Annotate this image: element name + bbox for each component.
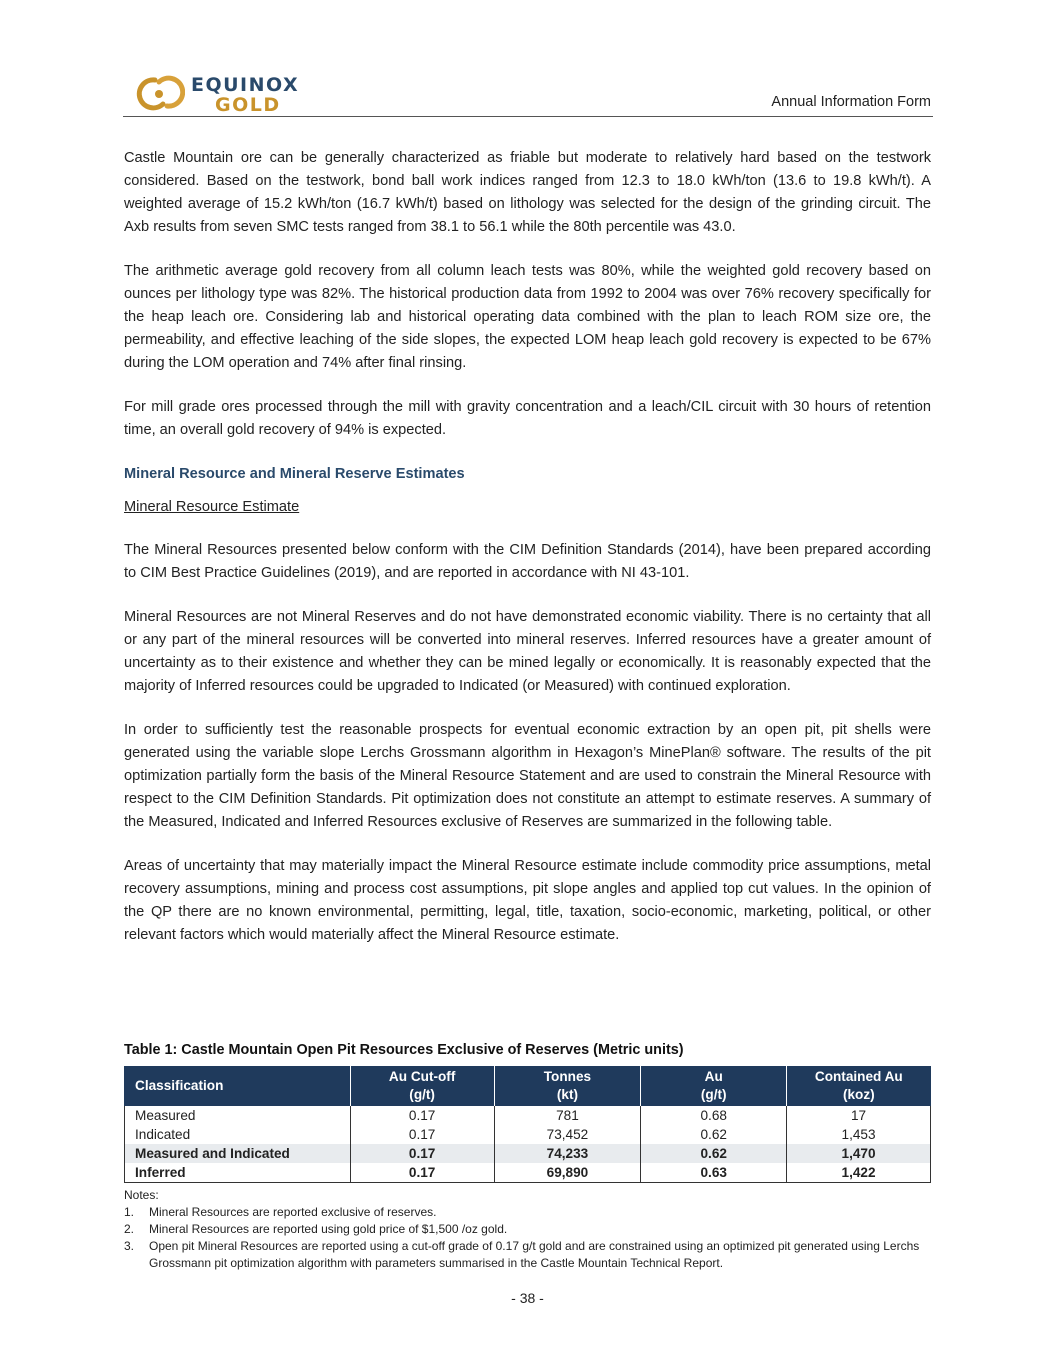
logo-wordmark-gold: GOLD [215, 94, 281, 116]
paragraph-pit-optimization: In order to sufficiently test the reasonable prospects for eventual economic extraction by an open pit, pit shells were generated using the variable slope Lerchs Grossmann algorithm in Hexagon’s MinePlan® software. The results of the pit optimization partially form the basis of the Mineral Resource Statement and are used to constrain the Mineral Resource with respect to the CIM Definition Standards. Pit optimization does not constitute an attempt to estimate reserves. A summary of the Measured, Indicated and Inferred Resources exclusive of Reserves are summarized in the following table. [124, 722, 931, 830]
document-title: Annual Information Form [771, 94, 931, 110]
note-item: 3. Open pit Mineral Resources are reported using a cut-off grade of 0.17 g/t gold and are constrained using an optimized pit generated using Lerchs Grossmann pit optimization algorithm with parameters summarised in the Castle Mountain Technical Report. [124, 1239, 920, 1270]
table-cell: Inferred [125, 1163, 351, 1183]
table-cell: 17 [787, 1106, 931, 1125]
table-cell: 0.62 [641, 1144, 787, 1163]
table-cell: 0.68 [641, 1106, 787, 1125]
notes-title: Notes: [124, 1188, 159, 1202]
table-cell: 0.62 [641, 1125, 787, 1144]
table-row [125, 1144, 931, 1163]
paragraph-gold-recovery: The arithmetic average gold recovery from all column leach tests was 80%, while the weighted gold recovery based on ounces per lithology type was 82%. The historical production data from 1992 to 2004 was over 76% recovery specifically for the heap leach ore. Considering lab and historical operating data combined with the plan to leach ROM size ore, the permeability, and effective leaching of the side slopes, the expected LOM heap leach gold recovery is expected to be 67% during the LOM operation and 74% after final rinsing. [124, 263, 931, 371]
table-cell: 1,453 [787, 1125, 931, 1144]
paragraph-resources-vs-reserves: Mineral Resources are not Mineral Reserves and do not have demonstrated economic viability. There is no certainty that all or any part of the mineral resources will be converted into mineral reserves. Inferred resources have a greater amount of uncertainty as to their existence and whether they can be mined legally or economically. It is reasonably expected that the majority of Inferred resources could be upgraded to Indicated (or Measured) with continued exploration. [124, 609, 931, 694]
paragraph-areas-of-uncertainty: Areas of uncertainty that may materially impact the Mineral Resource estimate include commodity price assumptions, metal recovery assumptions, mining and process cost assumptions, pit slope angles and applied top cut values. In the opinion of the QP there are no known environmental, permitting, legal, title, taxation, socio-economic, marketing, political, or other relevant factors which would materially affect the Mineral Resource estimate. [124, 858, 931, 943]
table-cell: Measured and Indicated [125, 1144, 351, 1163]
table-cell: 1,470 [787, 1144, 931, 1163]
sub-heading: Mineral Resource Estimate [124, 499, 300, 515]
table-cell: 781 [494, 1106, 641, 1125]
paragraph-ore-hardness: Castle Mountain ore can be generally characterized as friable but moderate to relatively hard based on the testwork considered. Based on the testwork, bond ball work indices ranged from 12.3 to 18.0 kWh/ton (13.6 to 19.8 kWh/t). A weighted average of 15.2 kWh/ton (16.7 kWh/t) based on lithology was selected for the design of the grinding circuit. The Axb results from seven SMC tests ranged from 38.1 to 56.1 while the 80th percentile was 43.0. [124, 150, 931, 235]
paragraph-cim-standards: The Mineral Resources presented below conform with the CIM Definition Standards (2014), have been prepared according to CIM Best Practice Guidelines (2019), and are reported in accordance with NI 43-101. [124, 542, 931, 581]
table-caption: Table 1: Castle Mountain Open Pit Resources Exclusive of Reserves (Metric units) [124, 1042, 684, 1058]
table-cell: 0.17 [350, 1125, 494, 1144]
logo-wordmark-equinox: EQUINOX [191, 74, 300, 96]
table-cell: 0.63 [641, 1163, 787, 1183]
table-cell: 74,233 [494, 1144, 641, 1163]
table-cell: 0.17 [350, 1144, 494, 1163]
table-cell: 0.17 [350, 1163, 494, 1183]
company-logo [133, 72, 300, 116]
table-row [125, 1125, 931, 1144]
body-content [124, 147, 931, 968]
table-cell: 73,452 [494, 1125, 641, 1144]
resources-table [124, 1066, 931, 1183]
page-header [123, 70, 933, 117]
table-row [125, 1163, 931, 1183]
note-item: 1. Mineral Resources are reported exclusive of reserves. [124, 1205, 437, 1219]
table-notes [124, 1187, 931, 1272]
paragraph-mill-recovery: For mill grade ores processed through the mill with gravity concentration and a leach/CIL circuit with 30 hours of retention time, an overall gold recovery of 94% is expected. [124, 399, 931, 438]
table-cell: 69,890 [494, 1163, 641, 1183]
note-item: 2. Mineral Resources are reported using gold price of $1,500 /oz gold. [124, 1222, 508, 1236]
header-classification: Classification [125, 1066, 351, 1106]
header-au-cutoff: Au Cut-off (g/t) [350, 1066, 494, 1106]
header-tonnes: Tonnes (kt) [494, 1066, 641, 1106]
table-row [125, 1106, 931, 1125]
header-au-grade: Au (g/t) [641, 1066, 787, 1106]
table-header-row [125, 1066, 931, 1106]
page-number: - 38 - [511, 1290, 544, 1306]
table-cell: 1,422 [787, 1163, 931, 1183]
table-cell: 0.17 [350, 1106, 494, 1125]
section-heading: Mineral Resource and Mineral Reserve Estimates [124, 466, 465, 482]
table-cell: Measured [125, 1106, 351, 1125]
notes-list [124, 1204, 931, 1272]
header-contained-au: Contained Au (koz) [787, 1066, 931, 1106]
table-cell: Indicated [125, 1125, 351, 1144]
equinox-gold-logo-icon [133, 74, 185, 114]
